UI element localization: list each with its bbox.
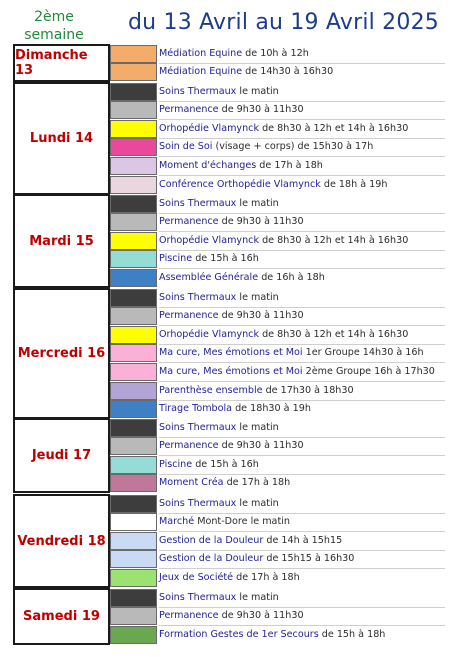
day-cell bbox=[13, 418, 110, 493]
color-swatch bbox=[110, 307, 157, 325]
activity-entry bbox=[159, 213, 304, 231]
activity-name: Soins Thermaux bbox=[159, 421, 237, 433]
color-swatch bbox=[110, 382, 157, 400]
activity-detail: de 9h30 à 11h30 bbox=[218, 610, 304, 622]
activity-entry bbox=[159, 569, 300, 587]
activity-detail: de 8h30 à 12h et 14h à 16h30 bbox=[259, 328, 409, 340]
color-swatch bbox=[110, 195, 157, 213]
activity-entry bbox=[159, 120, 408, 138]
activity-entry bbox=[159, 138, 373, 156]
day-label: Lundi 14 bbox=[29, 130, 94, 146]
activity-detail: de 17h30 à 18h30 bbox=[262, 384, 354, 396]
color-swatch bbox=[110, 101, 157, 119]
color-swatch bbox=[110, 495, 157, 513]
activity-name: Soins Thermaux bbox=[159, 591, 237, 603]
day-label: Dimanche 13 bbox=[15, 48, 88, 79]
activity-name: Soins Thermaux bbox=[159, 197, 237, 209]
activity-name: Conférence Orthopédie Vlamynck bbox=[159, 178, 321, 190]
activity-entry bbox=[159, 63, 333, 81]
activity-name: Marché bbox=[159, 516, 195, 528]
activity-entry bbox=[159, 437, 304, 455]
activity-entry bbox=[159, 532, 342, 550]
activity-name: Permanence bbox=[159, 440, 219, 452]
activity-detail: le matin bbox=[236, 85, 279, 97]
activity-entry bbox=[159, 289, 279, 307]
activity-name: Médiation Equine bbox=[159, 66, 243, 78]
activity-name: Permanence bbox=[159, 104, 219, 116]
activity-name: Assemblée Générale bbox=[159, 271, 259, 283]
color-swatch bbox=[110, 157, 157, 175]
activity-detail: 1er Groupe 14h30 à 16h bbox=[302, 347, 424, 359]
day-cell bbox=[13, 82, 110, 195]
activity-detail: le matin bbox=[236, 197, 279, 209]
activity-entry bbox=[159, 101, 304, 119]
day-cell bbox=[13, 194, 110, 288]
activity-name: Gestion de la Douleur bbox=[159, 553, 264, 565]
activity-detail: de 17h à 18h bbox=[233, 571, 300, 583]
activity-entry bbox=[159, 344, 424, 362]
activity-detail: de 10h à 12h bbox=[242, 47, 309, 59]
day-label: Jeudi 17 bbox=[31, 448, 92, 464]
week-label: 2ème semaine bbox=[24, 9, 84, 43]
activity-detail: de 17h à 18h bbox=[256, 159, 323, 171]
activity-entry bbox=[159, 626, 385, 644]
activity-name: Piscine bbox=[159, 458, 193, 470]
activity-entry bbox=[159, 232, 408, 250]
color-swatch bbox=[110, 437, 157, 455]
day-cell bbox=[13, 288, 110, 419]
activity-name: Orhopédie Vlamynck bbox=[159, 234, 260, 246]
activity-name: Soins Thermaux bbox=[159, 291, 237, 303]
color-swatch bbox=[110, 607, 157, 625]
activity-detail: (visage + corps) de 15h30 à 17h bbox=[212, 141, 374, 153]
color-swatch bbox=[110, 344, 157, 362]
color-swatch bbox=[110, 589, 157, 607]
activity-detail: de 9h30 à 11h30 bbox=[218, 216, 304, 228]
day-cell bbox=[13, 494, 110, 588]
activity-name: Soins Thermaux bbox=[159, 497, 237, 509]
activity-detail: de 15h à 18h bbox=[318, 628, 386, 640]
activity-entry bbox=[159, 550, 354, 568]
activity-detail: de 9h30 à 11h30 bbox=[218, 440, 304, 452]
color-swatch bbox=[110, 550, 157, 568]
day-cell bbox=[13, 588, 110, 645]
activity-entry bbox=[159, 419, 279, 437]
activity-name: Orhopédie Vlamynck bbox=[159, 122, 260, 134]
activity-detail: 2ème Groupe 16h à 17h30 bbox=[302, 365, 435, 377]
activity-entry bbox=[159, 495, 279, 513]
color-swatch bbox=[110, 326, 157, 344]
day-label: Mercredi 16 bbox=[17, 346, 106, 362]
activity-detail: le matin bbox=[236, 421, 279, 433]
activity-name: Permanence bbox=[159, 610, 219, 622]
activity-entry bbox=[159, 513, 290, 531]
color-swatch bbox=[110, 569, 157, 587]
activity-detail: de 16h à 18h bbox=[258, 271, 325, 283]
activity-detail: de 17h à 18h bbox=[223, 477, 291, 489]
day-label: Vendredi 18 bbox=[17, 533, 106, 549]
activity-detail: de 15h à 16h bbox=[192, 253, 259, 265]
color-swatch bbox=[110, 138, 157, 156]
color-swatch bbox=[110, 232, 157, 250]
activity-name: Orhopédie Vlamynck bbox=[159, 328, 260, 340]
activity-entry bbox=[159, 589, 279, 607]
activity-name: Médiation Equine bbox=[159, 47, 243, 59]
color-swatch bbox=[110, 63, 157, 81]
activity-detail: le matin bbox=[236, 591, 279, 603]
activity-entry bbox=[159, 176, 387, 194]
activity-name: Ma cure, Mes émotions et Moi bbox=[159, 365, 303, 377]
activity-detail: de 9h30 à 11h30 bbox=[218, 310, 304, 322]
color-swatch bbox=[110, 513, 157, 531]
activity-name: Ma cure, Mes émotions et Moi bbox=[159, 347, 303, 359]
activity-detail: de 14h à 15h15 bbox=[263, 534, 343, 546]
day-cell bbox=[13, 44, 110, 82]
color-swatch bbox=[110, 176, 157, 194]
activity-detail: le matin bbox=[236, 497, 279, 509]
color-swatch bbox=[110, 269, 157, 287]
activity-detail: de 14h30 à 16h30 bbox=[242, 66, 334, 78]
color-swatch bbox=[110, 363, 157, 381]
activity-name: Piscine bbox=[159, 253, 193, 265]
activity-name: Soin de Soi bbox=[159, 141, 213, 153]
activity-entry bbox=[159, 195, 279, 213]
color-swatch bbox=[110, 419, 157, 437]
activity-entry bbox=[159, 157, 323, 175]
activity-entry bbox=[159, 269, 325, 287]
color-swatch bbox=[110, 474, 157, 492]
activity-name: Tirage Tombola bbox=[159, 403, 233, 415]
activity-entry bbox=[159, 607, 304, 625]
activity-entry bbox=[159, 45, 309, 63]
activity-detail: de 18h à 19h bbox=[320, 178, 388, 190]
activity-entry bbox=[159, 363, 435, 381]
day-label: Samedi 19 bbox=[23, 608, 100, 624]
activity-detail: de 18h30 à 19h bbox=[232, 403, 311, 415]
activity-entry bbox=[159, 382, 354, 400]
activity-entry bbox=[159, 400, 311, 418]
color-swatch bbox=[110, 289, 157, 307]
activity-name: Formation Gestes de 1er Secours bbox=[159, 628, 319, 640]
activity-entry bbox=[159, 474, 290, 492]
color-swatch bbox=[110, 83, 157, 101]
activity-name: Parenthèse ensemble bbox=[159, 384, 263, 396]
color-swatch bbox=[110, 45, 157, 63]
activity-detail: le matin bbox=[236, 291, 279, 303]
color-swatch bbox=[110, 532, 157, 550]
page-title: du 13 Avril au 19 Avril 2025 bbox=[128, 10, 439, 35]
activity-name: Jeux de Société bbox=[159, 571, 234, 583]
color-swatch bbox=[110, 250, 157, 268]
activity-detail: de 15h15 à 16h30 bbox=[263, 553, 355, 565]
activity-detail: de 9h30 à 11h30 bbox=[218, 104, 304, 116]
activity-name: Soins Thermaux bbox=[159, 85, 237, 97]
activity-name: Gestion de la Douleur bbox=[159, 534, 264, 546]
color-swatch bbox=[110, 120, 157, 138]
activity-detail: Mont-Dore le matin bbox=[194, 516, 290, 528]
activity-detail: de 8h30 à 12h et 14h à 16h30 bbox=[259, 122, 409, 134]
activity-name: Permanence bbox=[159, 216, 219, 228]
activity-entry bbox=[159, 250, 259, 268]
activity-detail: de 8h30 à 12h et 14h à 16h30 bbox=[259, 234, 409, 246]
activity-name: Permanence bbox=[159, 310, 219, 322]
day-label: Mardi 15 bbox=[29, 233, 94, 249]
activity-name: Moment d'échanges bbox=[159, 159, 257, 171]
activity-entry bbox=[159, 83, 279, 101]
color-swatch bbox=[110, 626, 157, 644]
activity-entry bbox=[159, 307, 304, 325]
color-swatch bbox=[110, 456, 157, 474]
activity-entry bbox=[159, 326, 408, 344]
activity-entry bbox=[159, 456, 259, 474]
activity-name: Moment Créa bbox=[159, 477, 224, 489]
color-swatch bbox=[110, 400, 157, 418]
color-swatch bbox=[110, 213, 157, 231]
activity-detail: de 15h à 16h bbox=[192, 458, 259, 470]
